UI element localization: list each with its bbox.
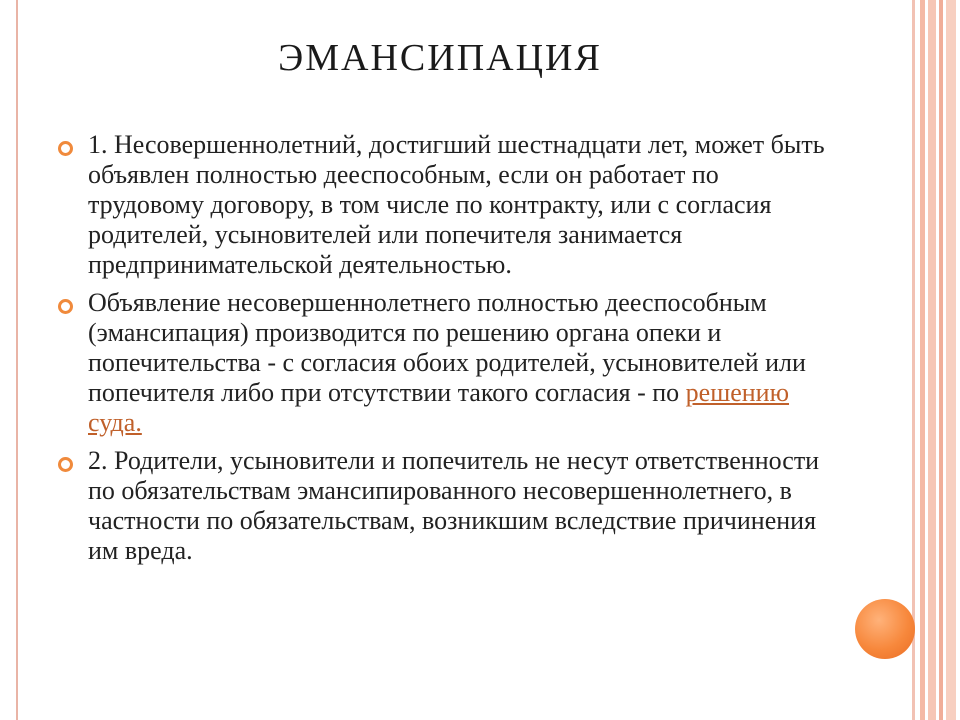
orange-circle-icon (855, 599, 915, 659)
bullet-text: Объявление несовершеннолетнего полностью дееспособным (эмансипация) производится по решению органа опеки и попечительства - с согласия обоих родителей, усыновителей или попечителя либо при отсутствии такого согласия - по (88, 288, 806, 407)
bullet-item (58, 130, 828, 280)
stripe (912, 0, 915, 720)
bullet-item (58, 288, 828, 438)
left-frame-line (16, 0, 18, 720)
right-stripes (912, 0, 960, 720)
ring-bullet-icon (58, 141, 73, 156)
bullet-item (58, 446, 828, 566)
bullet-text: 2. Родители, усыновители и попечитель не несут ответственности по обязательствам эмансипированного несовершеннолетнего, в частности по обязательствам, возникшим вследствие причинения им вреда. (88, 446, 820, 565)
court-decision-link[interactable]: решению суда. (88, 378, 790, 437)
bullet-text: 1. Несовершеннолетний, достигший шестнадцати лет, может быть объявлен полностью дееспособным, если он работает по трудовому договору, в том числе по контракту, или с согласия родителей, усыновителей или попечителя занимается предпринимательской деятельностью. (88, 130, 825, 279)
stripe (928, 0, 936, 720)
ring-bullet-icon (58, 457, 73, 472)
slide-title: ЭМАНСИПАЦИЯ (278, 37, 602, 79)
bullet-list (58, 130, 828, 574)
stripe (946, 0, 956, 720)
stripe (939, 0, 943, 720)
stripe (920, 0, 925, 720)
ring-bullet-icon (58, 299, 73, 314)
